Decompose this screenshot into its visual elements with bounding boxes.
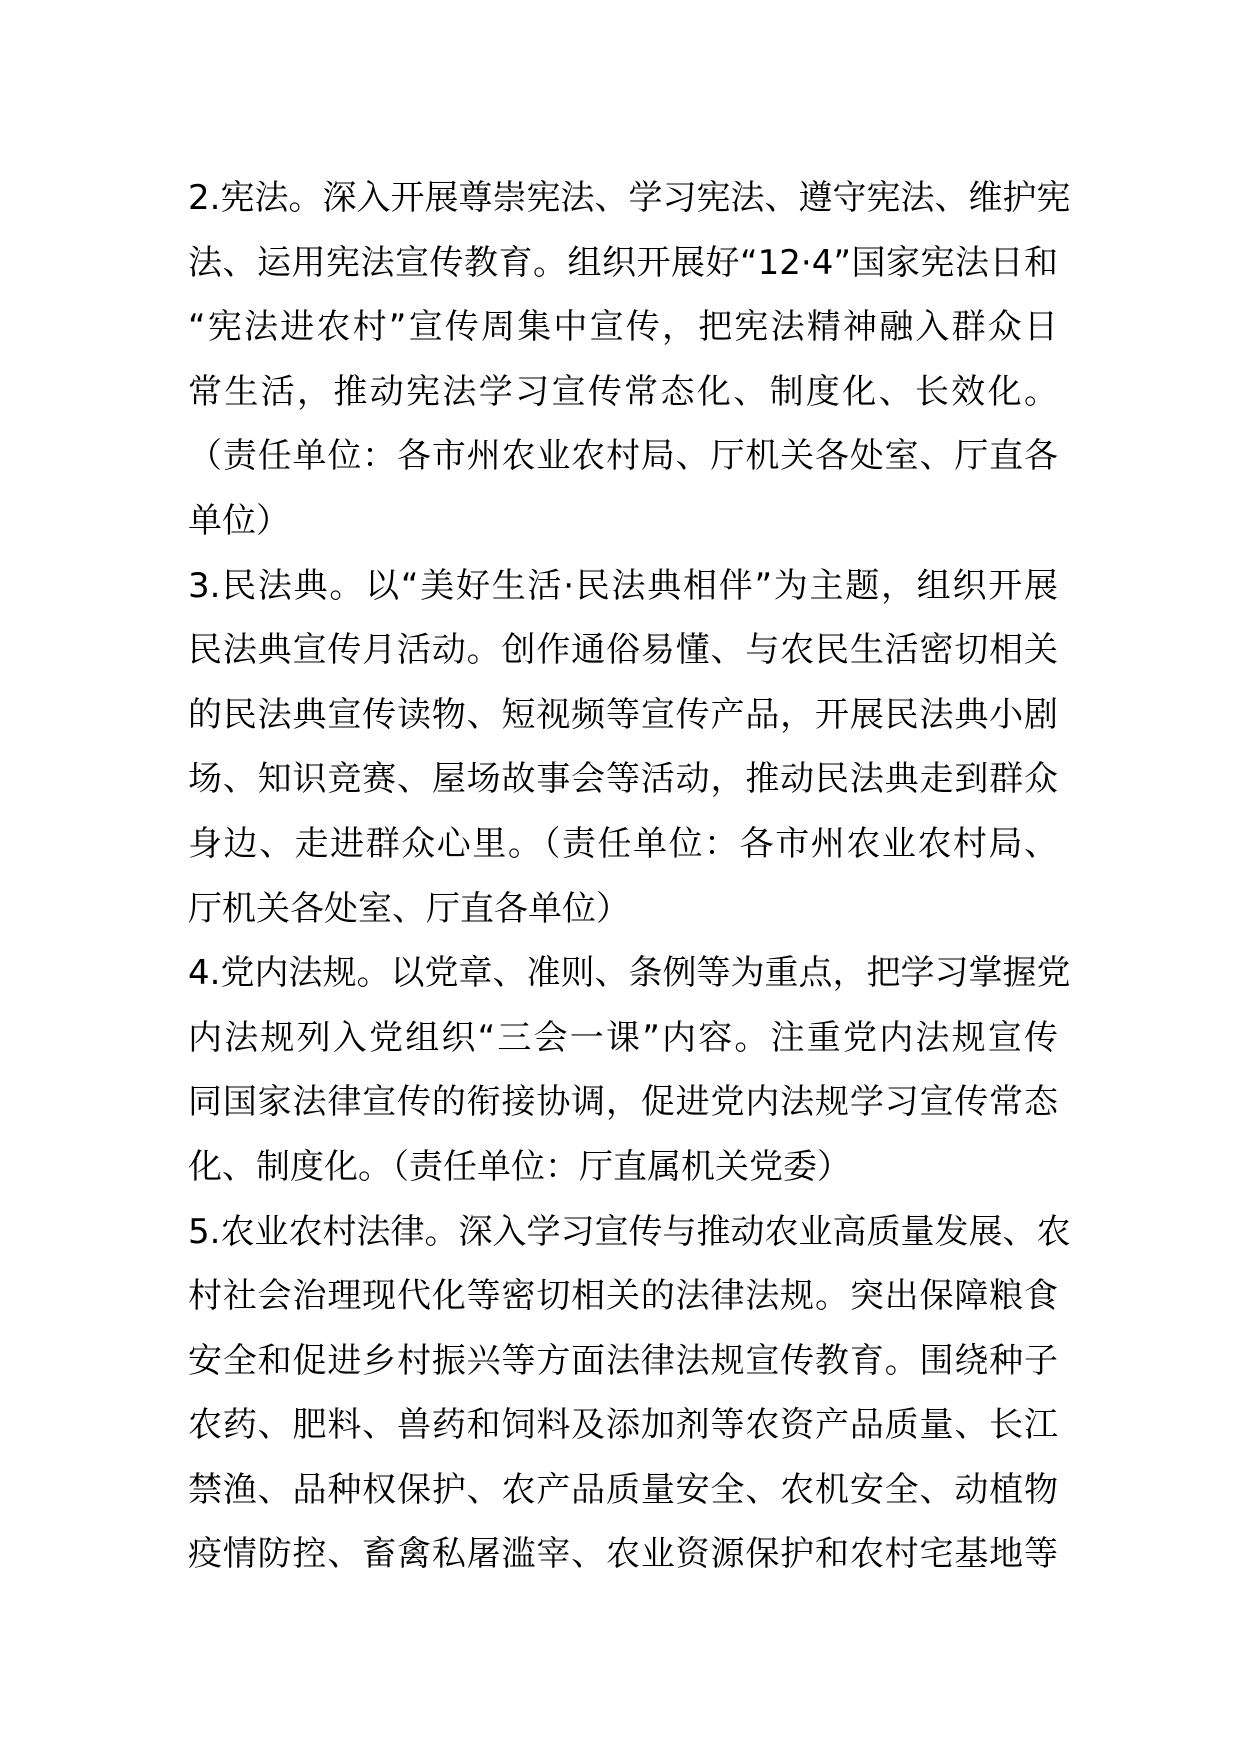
paragraph-line: 同国家法律宣传的衔接协调，促进党内法规学习宣传常态 bbox=[188, 1082, 1058, 1123]
paragraph-line: 场、知识竞赛、屋场故事会等活动，推动民法典走到群众 bbox=[188, 759, 1058, 800]
paragraph-line: 疫情防控、畜禽私屠滥宰、农业资源保护和农村宅基地等 bbox=[188, 1534, 1058, 1575]
paragraph-line: 民法典宣传月活动。创作通俗易懂、与农民生活密切相关 bbox=[188, 630, 1058, 671]
paragraph-line: 单位） bbox=[188, 500, 290, 541]
paragraph-line: 内法规列入党组织“三会一课”内容。注重党内法规宣传 bbox=[188, 1017, 1058, 1058]
paragraph-line: “宪法进农村”宣传周集中宣传，把宪法精神融入群众日 bbox=[188, 307, 1058, 348]
document-body bbox=[188, 166, 1071, 1587]
paragraph-line: 农药、肥料、兽药和饲料及添加剂等农资产品质量、长江 bbox=[188, 1405, 1058, 1446]
section-civil-code bbox=[188, 554, 1058, 942]
paragraph-line: 常生活，推动宪法学习宣传常态化、制度化、长效化。 bbox=[188, 371, 1058, 412]
paragraph-line: 法、运用宪法宣传教育。组织开展好“12·4”国家宪法日和 bbox=[188, 242, 1058, 283]
paragraph-line: 3.民法典。以“美好生活·民法典相伴”为主题，组织开展 bbox=[188, 565, 1058, 606]
paragraph-line: 4.党内法规。以党章、准则、条例等为重点，把学习掌握党 bbox=[188, 953, 1071, 994]
section-party-regulations bbox=[188, 941, 1071, 1199]
paragraph-line: （责任单位：各市州农业农村局、厅机关各处室、厅直各 bbox=[188, 436, 1058, 477]
section-agricultural-law bbox=[188, 1200, 1071, 1588]
paragraph-line: 化、制度化。（责任单位：厅直属机关党委） bbox=[188, 1146, 851, 1187]
paragraph-line: 2.宪法。深入开展尊崇宪法、学习宪法、遵守宪法、维护宪 bbox=[188, 178, 1071, 218]
section-constitution bbox=[188, 166, 1071, 554]
paragraph-line: 安全和促进乡村振兴等方面法律法规宣传教育。围绕种子 bbox=[188, 1340, 1058, 1381]
paragraph-line: 的民法典宣传读物、短视频等宣传产品，开展民法典小剧 bbox=[188, 694, 1058, 735]
paragraph-line: 身边、走进群众心里。（责任单位：各市州农业农村局、 bbox=[188, 823, 1058, 864]
paragraph-line: 厅机关各处室、厅直各单位） bbox=[188, 888, 630, 929]
paragraph-line: 村社会治理现代化等密切相关的法律法规。突出保障粮食 bbox=[188, 1276, 1058, 1317]
paragraph-line: 禁渔、品种权保护、农产品质量安全、农机安全、动植物 bbox=[188, 1469, 1058, 1510]
paragraph-line: 5.农业农村法律。深入学习宣传与推动农业高质量发展、农 bbox=[188, 1211, 1071, 1252]
